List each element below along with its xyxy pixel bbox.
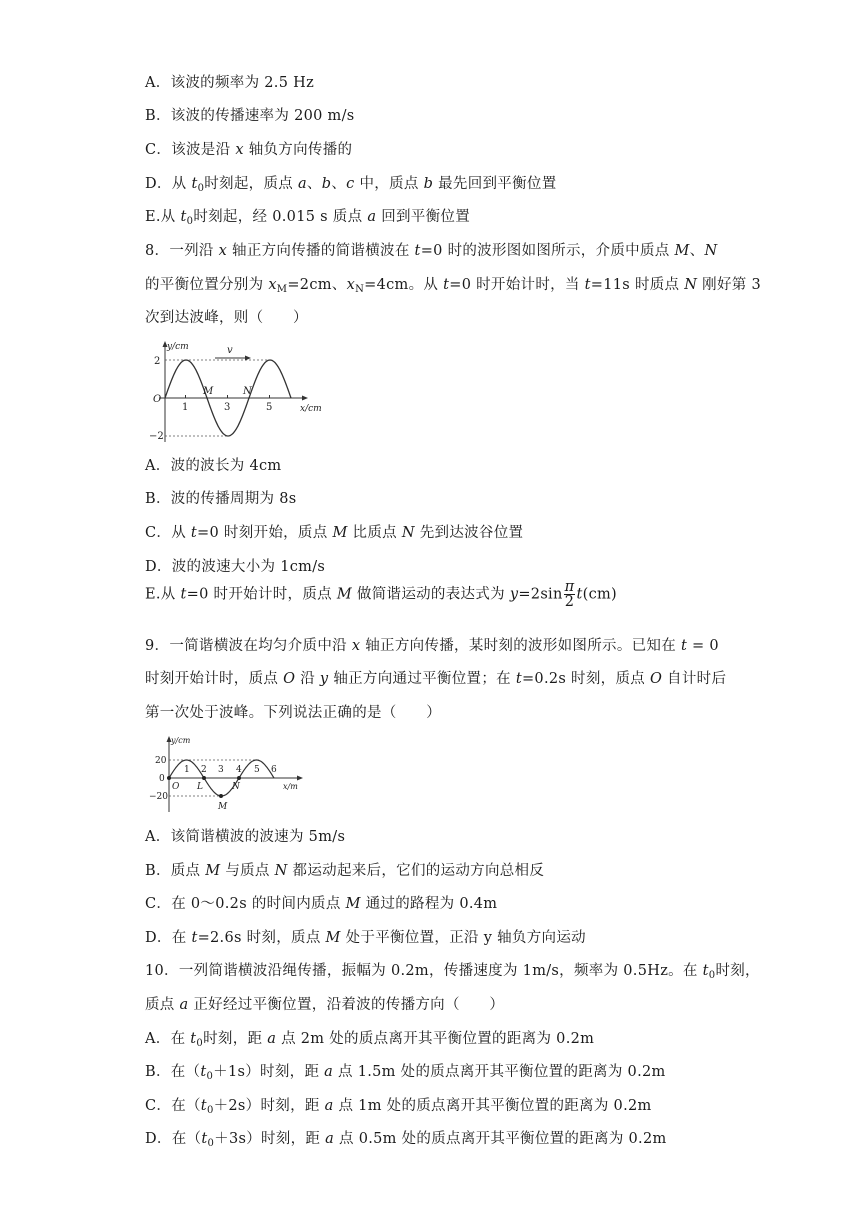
q8-ymin-label: −2 [149,431,164,442]
q10-option-a: A．在 $t_0$时刻，距 a 点 2m 处的质点离开其平衡位置的距离为 0.2m [145,1031,595,1049]
q8-option-e: E.从 t=0 时开始计时，质点 M 做简谐运动的表达式为 y=2sin $\frac{\pi}{2}$ t(cm) [145,579,618,610]
q7-option-e: E.从 $t_0$时刻起，经 0.015 s 质点 a 回到平衡位置 [145,209,470,227]
q9-stem-line1: 9．一简谐横波在均匀介质中沿 x 轴正方向传播，某时刻的波形如图所示。已知在 t = 0 [145,638,719,654]
q9-ymax-label: 20 [155,756,167,766]
q10-option-c: C．在$(t_0+2s)$时刻，距 a 点 1m 处的质点离开其平衡位置的距离为 0.2m [145,1098,652,1116]
q9-tick-5: 5 [254,765,260,775]
q8-origin-label: O [153,394,162,405]
q9-tick-1: 1 [184,765,190,775]
q9-option-d: D．在 t=2.6s 时刻，质点 M 处于平衡位置，正沿 y 轴负方向运动 [145,930,586,946]
q8-option-b: B．波的传播周期为 8s [145,491,297,507]
q8-point-n-label: N [243,386,252,397]
q9-point-m [219,794,223,798]
q9-tick-6: 6 [271,765,277,775]
q9-stem-line3: 第一次处于波峰。下列说法正确的是（ ） [145,705,441,721]
q8-stem-line1: 8．一列沿 x 轴正方向传播的简谐横波在 t=0 时的波形图如图所示，介质中质点 M、N [145,243,718,259]
q8-option-d: D．波的波速大小为 1cm/s [145,559,326,575]
q8-ymax-label: 2 [154,356,161,367]
q9-option-a: A．该简谐横波的波速为 5m/s [145,829,346,845]
q8-point-m-label: M [203,386,214,397]
q8-velocity-label: v [227,345,233,356]
q10-stem-line2: 质点 a 正好经过平衡位置，沿着波的传播方向（ ） [145,997,505,1013]
q9-point-n-label: N [232,782,240,792]
q7-option-a: A．该波的频率为 2.5 Hz [145,75,315,91]
q9-yzero-label: 0 [159,774,165,784]
q7-option-c: C．该波是沿 x 轴负方向传播的 [145,142,353,158]
q8-stem-line2: 的平衡位置分别为 $x_M=2cm$、$x_N=4cm$。从 t=0 时开始计时，当 t=11s 时质点 N 刚好第 3 [145,277,762,295]
q8-tick-1: 1 [182,402,189,413]
q9-stem-line2: 时刻开始计时，质点 O 沿 y 轴正方向通过平衡位置；在 t=0.2s 时刻，质点 O 自计时后 [145,671,727,687]
q8-option-a: A．波的波长为 4cm [145,458,282,474]
q9-option-c: C．在 0～0.2s 的时间内质点 M 通过的路程为 0.4m [145,896,498,912]
q9-ymin-label: −20 [149,792,168,802]
q9-tick-3: 3 [218,765,224,775]
q8-x-axis-label: x/cm [300,404,322,414]
q9-point-n [237,776,241,780]
q8-tick-5: 5 [266,402,273,413]
q10-option-b: B．在$(t_0+1s)$时刻，距 a 点 1.5m 处的质点离开其平衡位置的距离为 0.2m [145,1064,666,1082]
q10-option-d: D．在$(t_0+3s)$时刻，距 a 点 0.5m 处的质点离开其平衡位置的距离为 0.2m [145,1131,667,1149]
q9-point-l-label: L [197,782,203,792]
q9-tick-4: 4 [236,765,242,775]
q8-option-c: C．从 t=0 时刻开始，质点 M 比质点 N 先到达波谷位置 [145,525,524,541]
q9-origin-label: O [172,782,180,792]
q9-x-axis-label: x/m [283,782,298,791]
q8-tick-3: 3 [224,402,231,413]
q8e-fraction: $\frac{\pi}{2}$ [564,579,575,610]
q8-wave-figure [145,338,330,446]
q9-option-b: B．质点 M 与质点 N 都运动起来后，它们的运动方向总相反 [145,863,545,879]
q9-wave-figure [143,734,308,814]
q9-point-l [202,776,206,780]
q8-stem-line3: 次到达波峰，则（ ） [145,310,308,326]
q9-point-m-label: M [218,802,228,812]
q9-point-o [167,776,171,780]
q10-stem-line1: 10．一列简谐横波沿绳传播，振幅为 0.2m，传播速度为 1m/s，频率为 0.5Hz。在 $t_0$时刻， [145,963,760,981]
q9-tick-2: 2 [201,765,207,775]
q9-y-axis-label: y/cm [171,736,191,745]
q7-option-b: B．该波的传播速率为 200 m/s [145,108,355,124]
q8-y-axis-label: y/cm [167,342,189,352]
q7-option-d: D．从 $t_0$时刻起，质点 a、b、c 中，质点 b 最先回到平衡位置 [145,176,557,194]
